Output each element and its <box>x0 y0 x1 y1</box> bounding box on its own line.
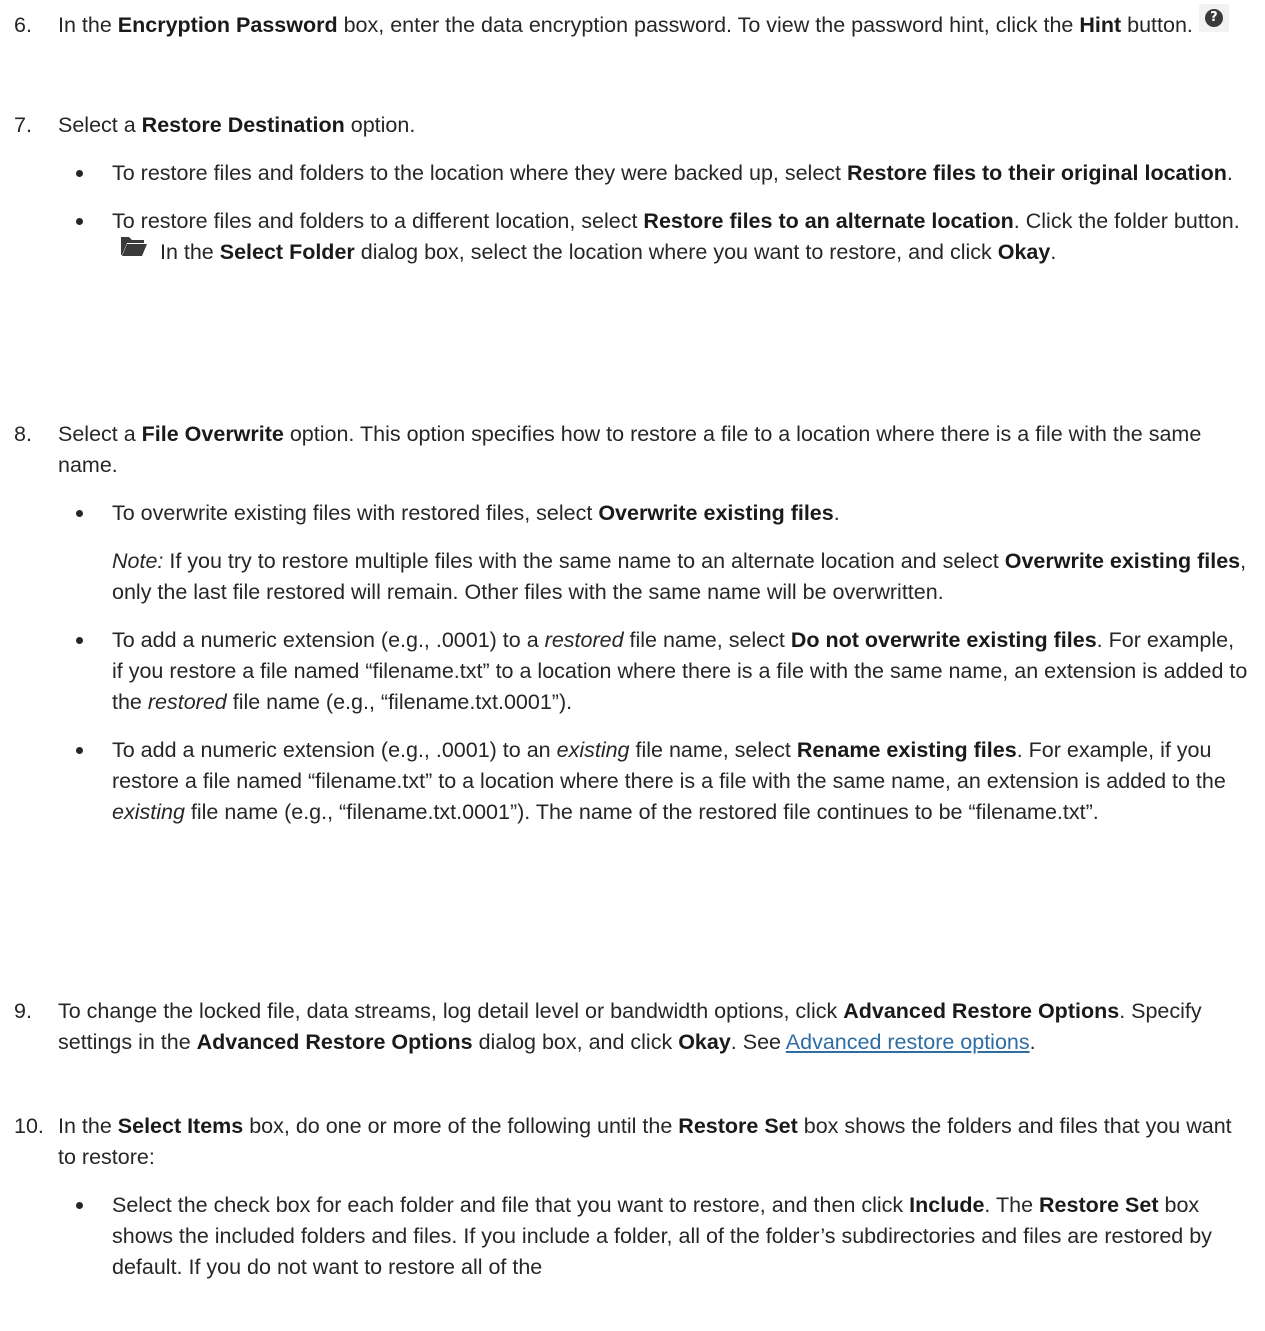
text: Select a <box>58 422 142 446</box>
ui-term: Restore Set <box>678 1114 798 1138</box>
ui-term: Overwrite existing files <box>598 501 834 525</box>
emphasis: existing <box>112 800 185 824</box>
list-item <box>58 206 1250 268</box>
bullet-list <box>58 1190 1250 1283</box>
text: file name (e.g., “filename.txt.0001”). <box>226 690 573 714</box>
text: . <box>833 501 840 525</box>
step-9 <box>14 996 1250 1058</box>
note-label: Note: <box>112 549 164 573</box>
step-text <box>58 10 1250 41</box>
ui-term: Do not overwrite existing files <box>790 628 1097 652</box>
ui-term: Advanced Restore Options <box>196 1030 473 1054</box>
text: box, enter the data encryption password. To view the password hint, click the <box>337 13 1080 37</box>
text: dialog box, select the location where you want to restore, and click <box>354 240 998 264</box>
bullet-icon <box>76 1202 83 1209</box>
step-text <box>58 110 1250 141</box>
text: dialog box, and click <box>472 1030 679 1054</box>
text: box shows the folders and files that you want to restore: <box>58 1114 1232 1169</box>
text: To add a numeric extension (e.g., .0001) to a <box>112 628 545 652</box>
emphasis: restored <box>544 628 624 652</box>
advanced-restore-options-link[interactable]: Advanced restore options <box>785 1030 1030 1054</box>
hint-button-icon <box>1199 4 1229 32</box>
text: Select a <box>58 113 142 137</box>
folder-open-icon <box>118 232 148 258</box>
text: Select the check box for each folder and file that you want to restore, and then click <box>112 1193 910 1217</box>
emphasis: restored <box>147 690 227 714</box>
step-6 <box>14 10 1250 41</box>
text: . <box>1050 240 1057 264</box>
step-text <box>58 996 1250 1058</box>
ui-term: File Overwrite <box>141 422 284 446</box>
text: If you try to restore multiple files with the same name to an alternate location and select <box>163 549 1005 573</box>
text: file name (e.g., “filename.txt.0001”). The name of the restored file continues to be “filename.txt”. <box>184 800 1099 824</box>
ui-term: Advanced Restore Options <box>843 999 1120 1023</box>
text: To change the locked file, data streams, log detail level or bandwidth options, click <box>58 999 844 1023</box>
text: box shows the included folders and files. If you include a folder, all of the folder’s subdirectories and files are restored by default. If you do not want to restore all of the <box>112 1193 1212 1279</box>
text: In the <box>58 1114 118 1138</box>
bullet-list <box>58 158 1250 268</box>
text: . See <box>730 1030 786 1054</box>
ui-term: Encryption Password <box>117 13 338 37</box>
text: In the <box>154 240 220 264</box>
step-text <box>58 419 1250 481</box>
ui-term: Okay <box>997 240 1051 264</box>
ui-term: Rename existing files <box>796 738 1017 762</box>
text: To add a numeric extension (e.g., .0001) to an <box>112 738 557 762</box>
ui-term: Overwrite existing files <box>1004 549 1241 573</box>
bullet-icon <box>76 637 83 644</box>
ui-term: Restore files to their original location <box>847 161 1227 185</box>
text: . For example, if you restore a file named “filename.txt” to a location where there is a file with the same name, an extension is added to the <box>112 628 1248 714</box>
step-number: 6. <box>14 13 32 37</box>
ui-term: Restore Destination <box>141 113 345 137</box>
step-8 <box>14 419 1250 845</box>
question-circle-icon: ? <box>1205 9 1223 27</box>
text: . <box>1226 161 1233 185</box>
step-number: 9. <box>14 999 32 1023</box>
text: , only the last file restored will remain. Other files with the same name will be overwritten. <box>112 549 1247 604</box>
step-7 <box>14 110 1250 285</box>
step-10 <box>14 1111 1250 1300</box>
text: . <box>1029 1030 1036 1054</box>
text: . The <box>984 1193 1040 1217</box>
list-item <box>58 625 1250 718</box>
list-item <box>58 1190 1250 1283</box>
text: file name, select <box>629 738 797 762</box>
list-item <box>58 735 1250 828</box>
text: box, do one or more of the following until the <box>243 1114 679 1138</box>
bullet-icon <box>76 218 83 225</box>
ui-term: Restore Set <box>1039 1193 1159 1217</box>
text: . Click the folder button. <box>1013 209 1240 233</box>
text: To overwrite existing files with restored files, select <box>112 501 599 525</box>
text: file name, select <box>623 628 791 652</box>
ui-term: Select Items <box>117 1114 244 1138</box>
emphasis: existing <box>556 738 630 762</box>
list-item <box>58 498 1250 529</box>
bullet-icon <box>76 510 83 517</box>
text: option. This option specifies how to restore a file to a location where there is a file with the same name. <box>58 422 1202 477</box>
note-paragraph <box>58 546 1250 608</box>
ui-term: Include <box>909 1193 985 1217</box>
ui-term: Okay <box>678 1030 731 1054</box>
text: . Specify settings in the <box>58 999 1202 1054</box>
ui-term: Hint <box>1079 13 1122 37</box>
text: To restore files and folders to a different location, select <box>112 209 644 233</box>
ui-term: Restore files to an alternate location <box>643 209 1014 233</box>
list-item <box>58 158 1250 189</box>
bullet-icon <box>76 170 83 177</box>
step-number: 7. <box>14 113 32 137</box>
text: In the <box>58 13 118 37</box>
text: To restore files and folders to the location where they were backed up, select <box>112 161 847 185</box>
text: option. <box>344 113 416 137</box>
ui-term: Select Folder <box>219 240 355 264</box>
step-number: 10. <box>14 1114 44 1138</box>
text: . For example, if you restore a file named “filename.txt” to a location where there is a file with the same name, an extension is added to the <box>112 738 1226 793</box>
step-text <box>58 1111 1250 1173</box>
bullet-icon <box>76 747 83 754</box>
text: button. <box>1121 13 1193 37</box>
bullet-list <box>58 498 1250 828</box>
step-number: 8. <box>14 422 32 446</box>
